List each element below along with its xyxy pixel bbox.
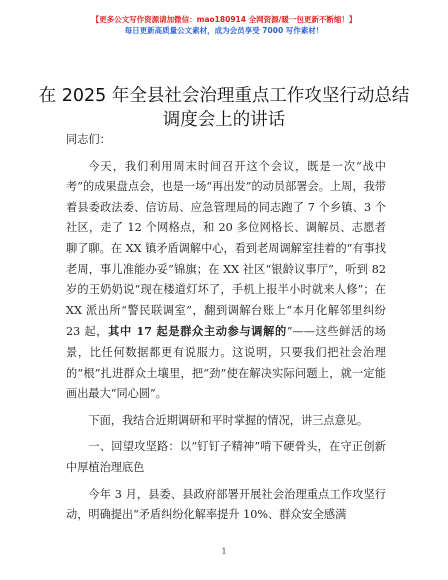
document-body — [66, 130, 386, 526]
promo-line-2: 每日更新高质量公文素材，成为会员享受 7000 写作素材！ — [124, 26, 324, 35]
paragraph-transition: 下面，我结合近期调研和平时掌握的情况，讲三点意见。 — [88, 413, 369, 427]
paragraph-opening-part-a: 今天，我们利用周末时间召开这个会议，既是一次“战中考”的成果盘点会，也是一场“再出发”的动员部署会。上周，我带着县委政法委、信访局、应急管理局的同志跑了 7 个乡镇、3 个社区，走了 12 个网格点，和 20 多位网格长、调解员、志愿者聊了聊。在 XX 镇矛盾调解中心，看到老周调解室挂着的“有事找老周，事儿准能办妥”锦旗；在 XX 社区“银龄议事厅”，听到 82 岁的王奶奶说“现在楼道灯坏了，手机上报半小时就来人修”；在 XX 派出所“警民联调室”，翻到调解台账上“本月化解邻里纠纷 23 起， — [66, 159, 386, 339]
greeting: 同志们： — [66, 133, 111, 146]
paragraph-opening — [66, 157, 386, 405]
paragraph-opening-emphasis: 其中 17 起是群众主动参与调解的 — [108, 324, 287, 339]
paragraph-section-1: 今年 3 月，县委、县政府部署开展社会治理重点工作攻坚行动，明确提出“矛盾纠纷化解率提升 10%、群众安全感满 — [66, 487, 386, 522]
paragraph-opening-part-c: ”——这些鲜活的场景，比任何数据都更有说服力。这说明，只要我们把社会治理的“根”扎进群众土壤里，把“劲”使在解决实际问题上，就一定能画出最大“同心圆”。 — [66, 325, 386, 401]
promo-banner — [0, 14, 448, 36]
page-number: 1 — [221, 547, 227, 556]
promo-line-1: 【更多公文写作资源请加微信：mao180914 全网资源/暖一包更新不断缩！】 — [91, 15, 357, 24]
section-heading-1: 一、回望攻坚路：以“钉钉子精神”啃下硬骨头，在守正创新中厚植治理底色 — [66, 440, 386, 474]
document-title: 在 2025 年全县社会治理重点工作攻坚行动总结调度会上的讲话 — [38, 86, 410, 130]
